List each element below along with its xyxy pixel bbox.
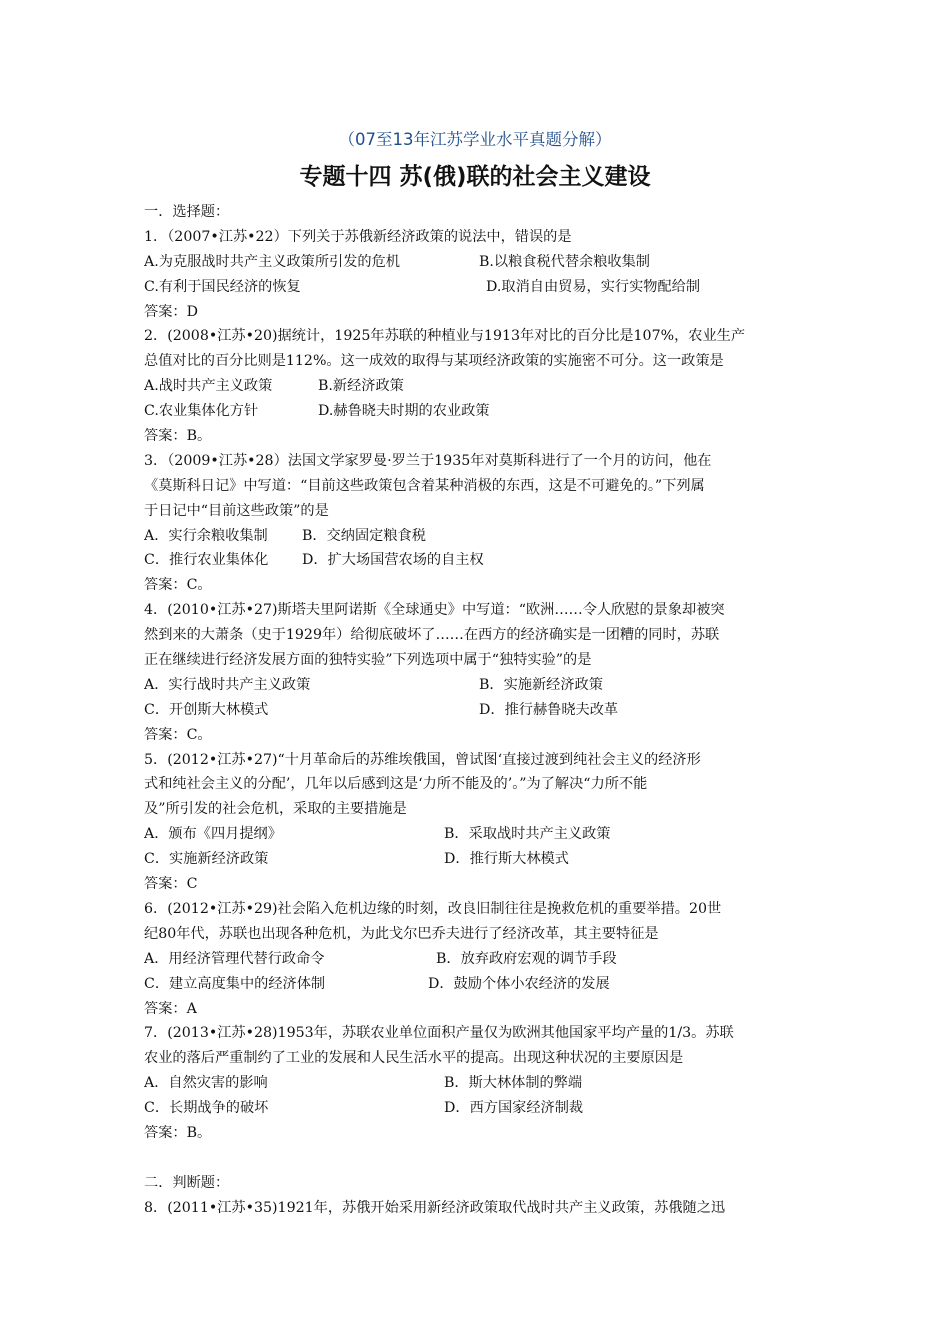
option-a: A．自然灾害的影响 (144, 1075, 268, 1092)
option-c: C．建立高度集中的经济体制 (144, 975, 326, 992)
option-d: D．推行斯大林模式 (444, 851, 569, 868)
option-a: A.为克服战时共产主义政策所引发的危机 (144, 253, 400, 270)
option-b: B．放弃政府宏观的调节手段 (436, 950, 617, 967)
option-b: B．斯大林体制的弊端 (444, 1075, 583, 1092)
question-1-options-row-1 (144, 250, 824, 275)
question-6-line-2: 纪80年代，苏联也出现各种危机，为此戈尔巴乔夫进行了经济改革，其主要特征是 (144, 925, 659, 942)
question-4-options-row-1 (144, 673, 824, 698)
option-d: D.取消自由贸易，实行实物配给制 (486, 278, 701, 295)
option-c: C.农业集体化方针 (144, 403, 259, 420)
question-4-answer: 答案：C。 (144, 726, 212, 743)
option-b: B．采取战时共产主义政策 (444, 826, 611, 843)
question-5-options-row-1 (144, 822, 824, 847)
question-5-line-2: 式和纯社会主义的分配’，几年以后感到这是‘力所不能及的’。”为了解决“力所不能 (144, 776, 648, 793)
document-title: 专题十四 苏(俄)联的社会主义建设 (299, 164, 651, 190)
option-c: C．推行农业集体化 (144, 552, 269, 569)
question-3-line-1: 3．（2009•江苏•28）法国文学家罗曼·罗兰于1935年对莫斯科进行了一个月的访问，他在 (144, 452, 712, 469)
option-d: D．扩大场国营农场的自主权 (302, 552, 484, 569)
question-3-options-row-2 (144, 548, 824, 573)
section-heading-choice: 一．选择题： (144, 204, 230, 220)
question-2-line-2: 总值对比的百分比则是112%。这一成效的取得与某项经济政策的实施密不可分。这一政策是 (144, 353, 724, 370)
question-4-line-3: 正在继续进行经济发展方面的独特实验”下列选项中属于“独特实验”的是 (144, 652, 592, 669)
question-4-line-1: 4．(2010•江苏•27)斯塔夫里阿诺斯《全球通史》中写道：“欧洲……令人欣慰的景象却被突 (144, 602, 725, 619)
document-body (144, 200, 824, 1221)
question-5-line-1: 5．(2012•江苏•27)“十月革命后的苏维埃俄国，曾试图‘直接过渡到纯社会主义的经济形 (144, 751, 701, 768)
question-5-options-row-2 (144, 847, 824, 872)
question-4-line-2: 然到来的大萧条（史于1929年）给彻底破坏了……在西方的经济确实是一团糟的同时，苏联 (144, 627, 720, 644)
question-2-options-row-2 (144, 399, 824, 424)
option-b: B．实施新经济政策 (479, 676, 603, 693)
question-1-stem: 1．（2007•江苏•22）下列关于苏俄新经济政策的说法中，错误的是 (144, 228, 572, 245)
option-a: A．用经济管理代替行政命令 (144, 950, 325, 967)
question-1-answer: 答案：D (144, 303, 198, 320)
option-c: C．长期战争的破坏 (144, 1100, 269, 1117)
question-5-line-3: 及”所引发的社会危机，采取的主要措施是 (144, 801, 407, 818)
option-d: D.赫鲁晓夫时期的农业政策 (318, 403, 490, 420)
question-5-answer: 答案：C (144, 876, 198, 893)
option-c: C.有利于国民经济的恢复 (144, 278, 301, 295)
question-7-line-2: 农业的落后严重制约了工业的发展和人民生活水平的提高。出现这种状况的主要原因是 (144, 1050, 684, 1067)
option-d: D．西方国家经济制裁 (444, 1100, 584, 1117)
question-2-line-1: 2．(2008•江苏•20)据统计，1925年苏联的种植业与1913年对比的百分比是107%，农业生产 (144, 328, 746, 345)
question-7-line-1: 7．(2013•江苏•28)1953年，苏联农业单位面积产量仅为欧洲其他国家平均产量的1/3。苏联 (144, 1025, 734, 1042)
option-a: A.战时共产主义政策 (144, 378, 273, 395)
spacer (144, 1146, 824, 1171)
option-a: A．实行战时共产主义政策 (144, 676, 311, 693)
question-8-line-1: 8．(2011•江苏•35)1921年，苏俄开始采用新经济政策取代战时共产主义政策，苏俄随之迅 (144, 1199, 726, 1216)
option-b: B.以粮食税代替余粮收集制 (479, 253, 650, 270)
question-4-options-row-2 (144, 698, 824, 723)
question-3-options-row-1 (144, 524, 824, 549)
option-b: B．交纳固定粮食税 (302, 527, 426, 544)
document-subtitle: （07至13年江苏学业水平真题分解） (338, 130, 612, 149)
option-d: D．推行赫鲁晓夫改革 (479, 701, 619, 718)
option-a: A．实行余粮收集制 (144, 527, 268, 544)
question-6-options-row-2 (144, 972, 824, 997)
option-d: D．鼓励个体小农经济的发展 (428, 975, 610, 992)
option-a: A．颁布《四月提纲》 (144, 826, 282, 843)
question-1-options-row-2 (144, 275, 824, 300)
question-6-line-1: 6．(2012•江苏•29)社会陷入危机边缘的时刻，改良旧制往往是挽救危机的重要举措。20世 (144, 900, 722, 917)
question-7-answer: 答案：B。 (144, 1124, 212, 1141)
question-7-options-row-1 (144, 1071, 824, 1096)
question-3-answer: 答案：C。 (144, 577, 212, 594)
question-3-line-2: 《莫斯科日记》中写道：“目前这些政策包含着某种消极的东西，这是不可避免的。”下列属 (144, 477, 705, 494)
question-2-options-row-1 (144, 374, 824, 399)
option-b: B.新经济政策 (318, 378, 404, 395)
question-3-line-3: 于日记中“目前这些政策”的是 (144, 502, 329, 519)
section-heading-judgement: 二．判断题： (144, 1174, 230, 1191)
option-c: C．开创斯大林模式 (144, 701, 269, 718)
question-7-options-row-2 (144, 1096, 824, 1121)
option-c: C．实施新经济政策 (144, 851, 269, 868)
question-6-answer: 答案：A (144, 1000, 197, 1017)
question-6-options-row-1 (144, 947, 824, 972)
question-2-answer: 答案：B。 (144, 428, 212, 445)
